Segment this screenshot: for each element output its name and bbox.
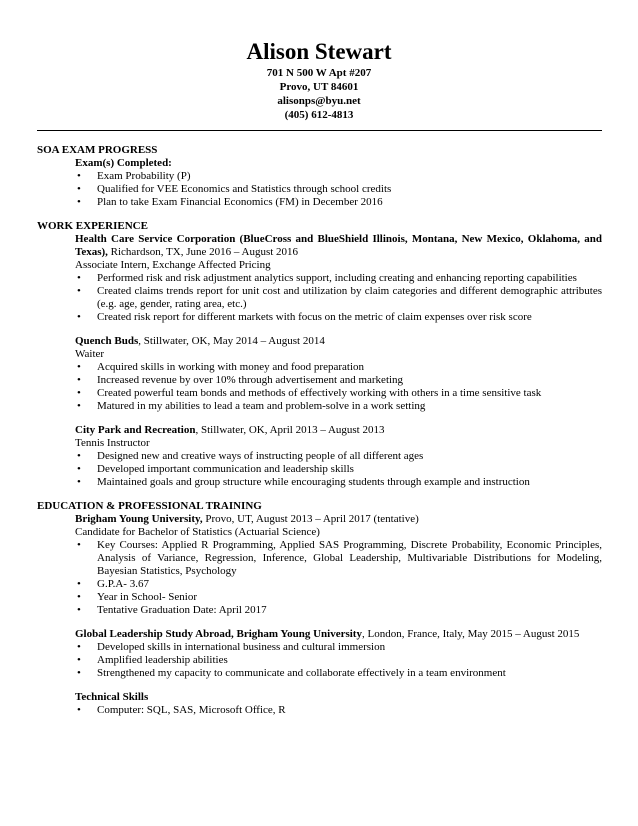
job-heading-hcsc bbox=[37, 233, 602, 259]
job-heading-city-park bbox=[37, 424, 602, 437]
education-section bbox=[37, 500, 602, 717]
study-abroad-heading bbox=[37, 628, 602, 641]
job-role: Tennis Instructor bbox=[75, 437, 150, 449]
list-item: • Key Courses: Applied R Programming, Applied SAS Programming, Discrete Probability, Economic Principles, Analysis of Variance, Regression, Inference, Global Leadership, Multivariable Distributions for Modeling, Bayesian Statistics, Psychology bbox=[97, 539, 602, 578]
employer-name: Health Care Service Corporation (BlueCross and BlueShield Illinois, Montana, New Mexico, Oklahoma, and Texas), bbox=[75, 233, 602, 258]
list-item: • Developed important communication and leadership skills bbox=[97, 463, 602, 476]
header-divider bbox=[37, 130, 602, 131]
school-details: Provo, UT, August 2013 – April 2017 (tentative) bbox=[202, 513, 419, 525]
list-item: • Qualified for VEE Economics and Statistics through school credits bbox=[97, 183, 602, 196]
list-item: • Designed new and creative ways of instructing people of all different ages bbox=[97, 450, 602, 463]
job-heading-quench-buds bbox=[37, 335, 602, 348]
phone-number: (405) 612-4813 bbox=[284, 109, 354, 121]
school-list bbox=[37, 539, 602, 617]
list-item: • Computer: SQL, SAS, Microsoft Office, R bbox=[97, 704, 602, 717]
employer-name: City Park and Recreation bbox=[75, 424, 196, 436]
list-item: • Acquired skills in working with money and food preparation bbox=[97, 361, 602, 374]
address-line-1: 701 N 500 W Apt #207 bbox=[266, 67, 372, 79]
soa-section-title: SOA EXAM PROGRESS bbox=[37, 144, 158, 156]
list-item: • Developed skills in international business and cultural immersion bbox=[97, 641, 602, 654]
list-item: • G.P.A- 3.67 bbox=[97, 578, 602, 591]
employer-details: , Stillwater, OK, April 2013 – August 2013 bbox=[195, 424, 385, 436]
list-item: • Increased revenue by over 10% through advertisement and marketing bbox=[97, 374, 602, 387]
work-section bbox=[37, 220, 602, 489]
list-item: • Exam Probability (P) bbox=[97, 170, 602, 183]
list-item: • Created claims trends report for unit cost and utilization by claim categories and different demographic attributes (e.g. age, gender, rating area, etc.) bbox=[97, 285, 602, 311]
employer-details: Richardson, TX, June 2016 – August 2016 bbox=[107, 246, 299, 258]
list-item: • Maintained goals and group structure while encouraging students through example and instruction bbox=[97, 476, 602, 489]
program-details: , London, France, Italy, May 2015 – August 2015 bbox=[361, 628, 580, 640]
list-item: • Performed risk and risk adjustment analytics support, including creating and enhancing reporting capabilities bbox=[97, 272, 602, 285]
list-item: • Tentative Graduation Date: April 2017 bbox=[97, 604, 602, 617]
list-item: • Plan to take Exam Financial Economics (FM) in December 2016 bbox=[97, 196, 602, 209]
resume-header bbox=[0, 38, 638, 122]
list-item: • Amplified leadership abilities bbox=[97, 654, 602, 667]
skills-list bbox=[37, 704, 602, 717]
job-role: Associate Intern, Exchange Affected Pricing bbox=[75, 259, 271, 271]
list-item: • Matured in my abilities to lead a team and problem-solve in a work setting bbox=[97, 400, 602, 413]
candidate-name: Alison Stewart bbox=[246, 39, 392, 64]
list-item: • Created risk report for different markets with focus on the metric of claim expenses over risk score bbox=[97, 311, 602, 324]
work-section-title: WORK EXPERIENCE bbox=[37, 220, 148, 232]
program-name: Global Leadership Study Abroad, Brigham Young University bbox=[75, 628, 362, 640]
job3-list bbox=[37, 450, 602, 489]
list-item: • Strengthened my capacity to communicate and collaborate effectively in a team environment bbox=[97, 667, 602, 680]
soa-section bbox=[37, 144, 602, 209]
list-item: • Created powerful team bonds and methods of effectively working with others in a time sensitive task bbox=[97, 387, 602, 400]
school-heading bbox=[37, 513, 602, 526]
school-name: Brigham Young University, bbox=[75, 513, 203, 525]
technical-skills-title: Technical Skills bbox=[75, 691, 149, 703]
job1-list bbox=[37, 272, 602, 324]
email-address: alisonps@byu.net bbox=[277, 95, 361, 107]
soa-list bbox=[37, 170, 602, 209]
list-item: • Year in School- Senior bbox=[97, 591, 602, 604]
degree: Candidate for Bachelor of Statistics (Actuarial Science) bbox=[75, 526, 320, 538]
employer-name: Quench Buds bbox=[75, 335, 139, 347]
employer-details: , Stillwater, OK, May 2014 – August 2014 bbox=[138, 335, 325, 347]
job-role: Waiter bbox=[75, 348, 105, 360]
abroad-list bbox=[37, 641, 602, 680]
education-section-title: EDUCATION & PROFESSIONAL TRAINING bbox=[37, 500, 262, 512]
resume-body bbox=[37, 144, 602, 717]
exams-completed-label: Exam(s) Completed: bbox=[75, 157, 172, 169]
address-line-2: Provo, UT 84601 bbox=[279, 81, 359, 93]
job2-list bbox=[37, 361, 602, 413]
